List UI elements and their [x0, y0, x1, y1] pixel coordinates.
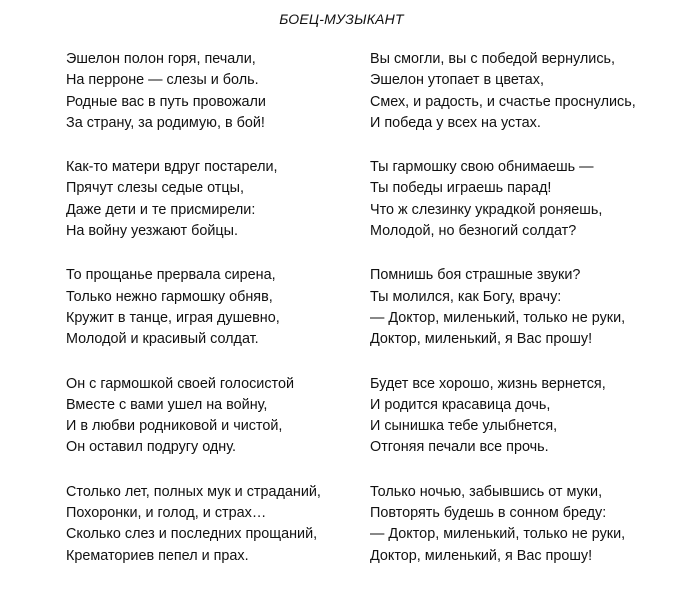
- poem-title: БОЕЦ-МУЗЫКАНТ: [279, 11, 404, 27]
- stanza: [370, 157, 670, 242]
- verse-line: — Доктор, миленький, только не руки,: [370, 309, 626, 326]
- verse-line: Будет все хорошо, жизнь вернется,: [370, 375, 606, 392]
- verse-line: Эшелон полон горя, печали,: [66, 51, 256, 67]
- stanza: [66, 265, 366, 350]
- stanza: [370, 49, 670, 134]
- stanza: [66, 157, 366, 242]
- verse-line: Родные вас в путь провожали: [66, 93, 266, 110]
- verse-line: Доктор, миленький, я Вас прошу!: [370, 331, 593, 348]
- verse-line: Даже дети и те присмирели:: [66, 201, 256, 218]
- verse-line: — Доктор, миленький, только не руки,: [370, 526, 626, 543]
- verse-line: Молодой и красивый солдат.: [66, 331, 259, 348]
- verse-line: Помнишь боя страшные звуки?: [370, 267, 581, 284]
- verse-line: Вы смогли, вы с победой вернулись,: [370, 51, 616, 67]
- verse-line: Он оставил подругу одну.: [66, 439, 236, 456]
- verse-line: И победа у всех на устах.: [370, 114, 541, 131]
- stanza: [66, 374, 366, 459]
- right-column: [370, 49, 670, 590]
- verse-line: Молодой, но безногий солдат?: [370, 223, 577, 240]
- verse-line: За страну, за родимую, в бой!: [66, 114, 265, 131]
- verse-line: Ты гармошку свою обнимаешь —: [370, 159, 594, 176]
- verse-line: На перроне — слезы и боль.: [66, 72, 259, 89]
- verse-line: Повторять будешь в сонном бреду:: [370, 505, 607, 522]
- verse-line: Он с гармошкой своей голосистой: [66, 375, 295, 392]
- verse-line: Ты молился, как Богу, врачу:: [370, 288, 562, 305]
- verse-line: Что ж слезинку украдкой роняешь,: [370, 201, 603, 218]
- verse-line: Похоронки, и голод, и страх…: [66, 505, 267, 522]
- stanza: [370, 482, 670, 567]
- verse-line: Отгоняя печали все прочь.: [370, 439, 549, 456]
- verse-line: Прячут слезы седые отцы,: [66, 180, 244, 197]
- verse-line: То прощанье прервала сирена,: [66, 267, 276, 284]
- verse-line: Кружит в танце, играя душевно,: [66, 309, 280, 326]
- stanza: [370, 265, 670, 350]
- verse-line: Доктор, миленький, я Вас прошу!: [370, 547, 593, 564]
- stanza: [66, 49, 366, 134]
- left-column: [66, 49, 366, 590]
- verse-line: И в любви родниковой и чистой,: [66, 418, 283, 435]
- verse-line: Эшелон утопает в цветах,: [370, 72, 544, 89]
- stanza: [370, 374, 670, 459]
- verse-line: Как-то матери вдруг постарели,: [66, 159, 278, 176]
- verse-line: Столько лет, полных мук и страданий,: [66, 483, 321, 500]
- verse-line: Только ночью, забывшись от муки,: [370, 483, 603, 500]
- verse-line: Крематориев пепел и прах.: [66, 547, 249, 564]
- verse-line: Смех, и радость, и счастье проснулись,: [370, 93, 636, 110]
- verse-line: Вместе с вами ушел на войну,: [66, 396, 268, 413]
- verse-line: Ты победы играешь парад!: [370, 180, 552, 197]
- verse-line: Сколько слез и последних прощаний,: [66, 526, 318, 543]
- stanza: [66, 482, 366, 567]
- verse-line: И родится красавица дочь,: [370, 396, 551, 413]
- verse-line: На войну уезжают бойцы.: [66, 223, 238, 240]
- verse-line: И сынишка тебе улыбнется,: [370, 418, 558, 435]
- verse-line: Только нежно гармошку обняв,: [66, 288, 273, 305]
